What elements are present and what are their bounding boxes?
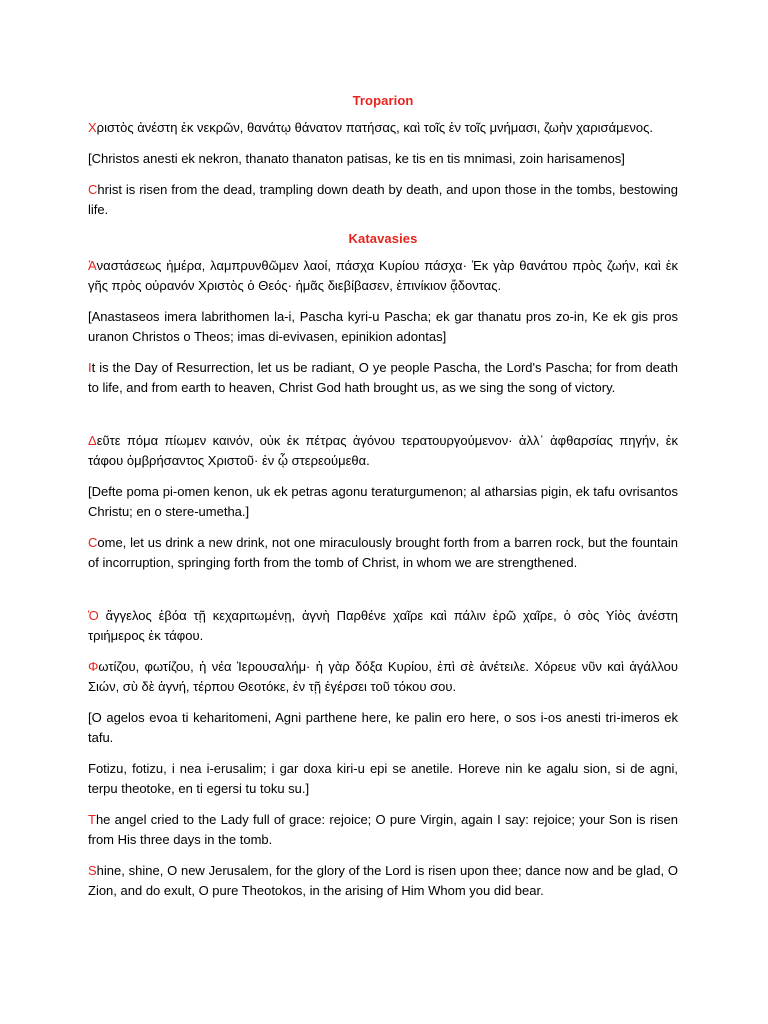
ode3-english <box>88 533 678 573</box>
drop-initial: T <box>88 812 96 827</box>
ode9-transliteration-2: Fotizu, fotizu, i nea i-erusalim; i gar doxa kiri-u epi se anetile. Horeve nin ke agalu sion, si de agni, terpu theotoke, en ti egersi tu toku su.] <box>88 761 678 796</box>
troparion-heading: Troparion <box>352 93 414 108</box>
ode9-greek-2 <box>88 657 678 697</box>
ode9-english-2 <box>88 861 678 901</box>
troparion-english <box>88 180 678 220</box>
ode1-transliteration: [Anastaseos imera labrithomen la-i, Pascha kyri-u Pascha; ek gar thanatu pros zo-in, Ke ek gis pros uranon Christos o Theos; imas di-evivasen, epinikion adontas] <box>88 309 678 344</box>
section-spacer <box>88 584 678 606</box>
drop-initial: Φ <box>88 659 99 674</box>
paragraph-text: hine, shine, O new Jerusalem, for the glory of the Lord is risen upon thee; dance now and be glad, O Zion, and do exult, O pure Theotokos, in the arising of Him Whom you did bear. <box>88 863 678 898</box>
ode9-greek-1 <box>88 606 678 646</box>
drop-initial: S <box>88 863 97 878</box>
ode1-english <box>88 358 678 398</box>
ode9-english-1 <box>88 810 678 850</box>
troparion-greek <box>88 118 678 138</box>
paragraph-text: he angel cried to the Lady full of grace: rejoice; O pure Virgin, again I say: rejoice; your Son is risen from His three days in the tomb. <box>88 812 678 847</box>
drop-initial: I <box>88 360 92 375</box>
paragraph-text: ome, let us drink a new drink, not one miraculously brought forth from a barren rock, but the fountain of incorruption, springing forth from the tomb of Christ, in whom we are strengthened. <box>88 535 678 570</box>
troparion-transliteration: [Christos anesti ek nekron, thanato thanaton patisas, ke tis en tis mnimasi, zoin harisamenos] <box>88 151 625 166</box>
ode1-greek <box>88 256 678 296</box>
paragraph-text: t is the Day of Resurrection, let us be radiant, O ye people Pascha, the Lord's Pascha; for from death to life, and from earth to heaven, Christ God hath brought us, as we sing the song of victory. <box>88 360 678 395</box>
ode3-transliteration: [Defte poma pi-omen kenon, uk ek petras agonu teraturgumenon; al atharsias pigin, ek tafu ovrisantos Christu; en o stere-umetha.] <box>88 484 678 519</box>
drop-initial: C <box>88 535 98 550</box>
drop-initial: C <box>88 182 98 197</box>
paragraph-text: ωτίζου, φωτίζου, ἡ νέα Ἱερουσαλήμ· ἡ γὰρ δόξα Κυρίου, ἐπὶ σὲ ἀνέτειλε. Χόρευε νῦν καὶ ἀγάλλου Σιών, σὺ δὲ ἁγνή, τέρπου Θεοτόκε, ἐν τῇ ἐγέρσει τοῦ τόκου σου. <box>88 659 678 694</box>
paragraph-text: εῦτε πόμα πίωμεν καινόν, οὐκ ἐκ πέτρας ἀγόνου τερατουργούμενον· ἀλλ᾿ ἀφθαρσίας πηγήν, ἐκ τάφου ὀμβρήσαντος Χριστοῦ· ἐν ᾧ στερεούμεθα. <box>88 433 678 468</box>
ode3-greek <box>88 431 678 471</box>
drop-initial: Ὁ <box>88 608 99 623</box>
paragraph-text: ριστὸς ἀνέστη ἐκ νεκρῶν, θανάτῳ θάνατον πατήσας, καὶ τοῖς ἐν τοῖς μνήμασι, ζωὴν χαρισάμενος. <box>96 120 653 135</box>
drop-initial: Δ <box>88 433 97 448</box>
drop-initial: Χ <box>88 120 97 135</box>
paragraph-text: ἄγγελος ἐβόα τῇ κεχαριτωμένῃ, ἁγνὴ Παρθένε χαῖρε καὶ πάλιν ἐρῶ χαῖρε, ὁ σὸς Υἱὸς ἀνέστη τριήμερος ἐκ τάφου. <box>88 608 678 643</box>
paragraph-text: ναστάσεως ἡμέρα, λαμπρυνθῶμεν λαοί, πάσχα Κυρίου πάσχα· Ἐκ γὰρ θανάτου πρὸς ζωήν, καὶ ἐκ γῆς πρὸς οὐρανόν Χριστὸς ὁ Θεός· ἡμᾶς διεβίβασεν, ἐπινίκιον ᾄδοντας. <box>88 258 678 293</box>
section-spacer <box>88 409 678 431</box>
ode9-transliteration-1: [O agelos evoa ti keharitomeni, Agni parthene here, ke palin ero here, o sos i-os anesti tri-imeros ek tafu. <box>88 710 678 745</box>
drop-initial: Ἀ <box>88 258 97 273</box>
paragraph-text: hrist is risen from the dead, trampling down death by death, and upon those in the tombs, bestowing life. <box>88 182 678 217</box>
document-body <box>88 93 678 912</box>
katavasies-heading: Katavasies <box>348 231 418 246</box>
